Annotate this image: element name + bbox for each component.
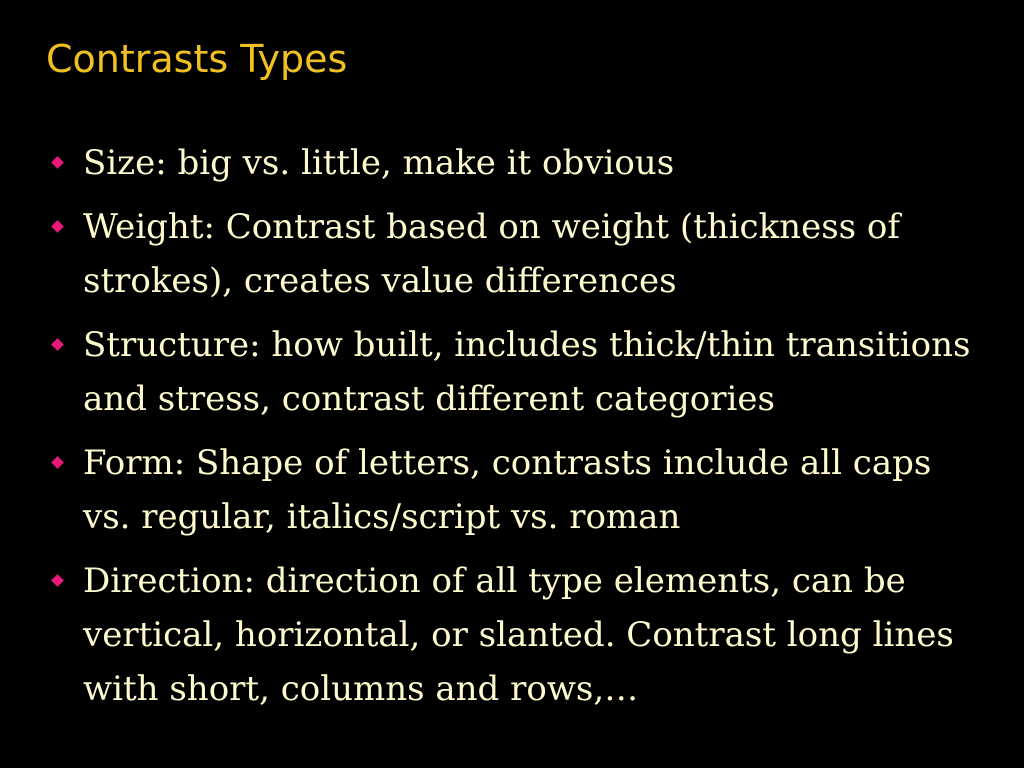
diamond-bullet-icon bbox=[51, 156, 64, 169]
bullet-item-form bbox=[46, 436, 976, 544]
bullet-list bbox=[46, 136, 976, 726]
slide-title: Contrasts Types bbox=[46, 37, 348, 81]
bullet-text: Structure: how built, includes thick/thin transitions and stress, contrast different categories bbox=[83, 325, 971, 419]
bullet-item-weight bbox=[46, 200, 976, 308]
diamond-bullet-icon bbox=[51, 574, 64, 587]
bullet-item-size bbox=[46, 136, 976, 190]
bullet-text: Direction: direction of all type elements, can be vertical, horizontal, or slanted. Contrast long lines with short, columns and rows,… bbox=[83, 561, 954, 709]
bullet-text: Size: big vs. little, make it obvious bbox=[83, 143, 675, 183]
bullet-text: Form: Shape of letters, contrasts include all caps vs. regular, italics/script vs. roman bbox=[83, 443, 932, 537]
bullet-text: Weight: Contrast based on weight (thickness of strokes), creates value differences bbox=[83, 207, 900, 301]
diamond-bullet-icon bbox=[51, 220, 64, 233]
bullet-item-structure bbox=[46, 318, 976, 426]
diamond-bullet-icon bbox=[51, 338, 64, 351]
diamond-bullet-icon bbox=[51, 456, 64, 469]
bullet-item-direction bbox=[46, 554, 976, 716]
